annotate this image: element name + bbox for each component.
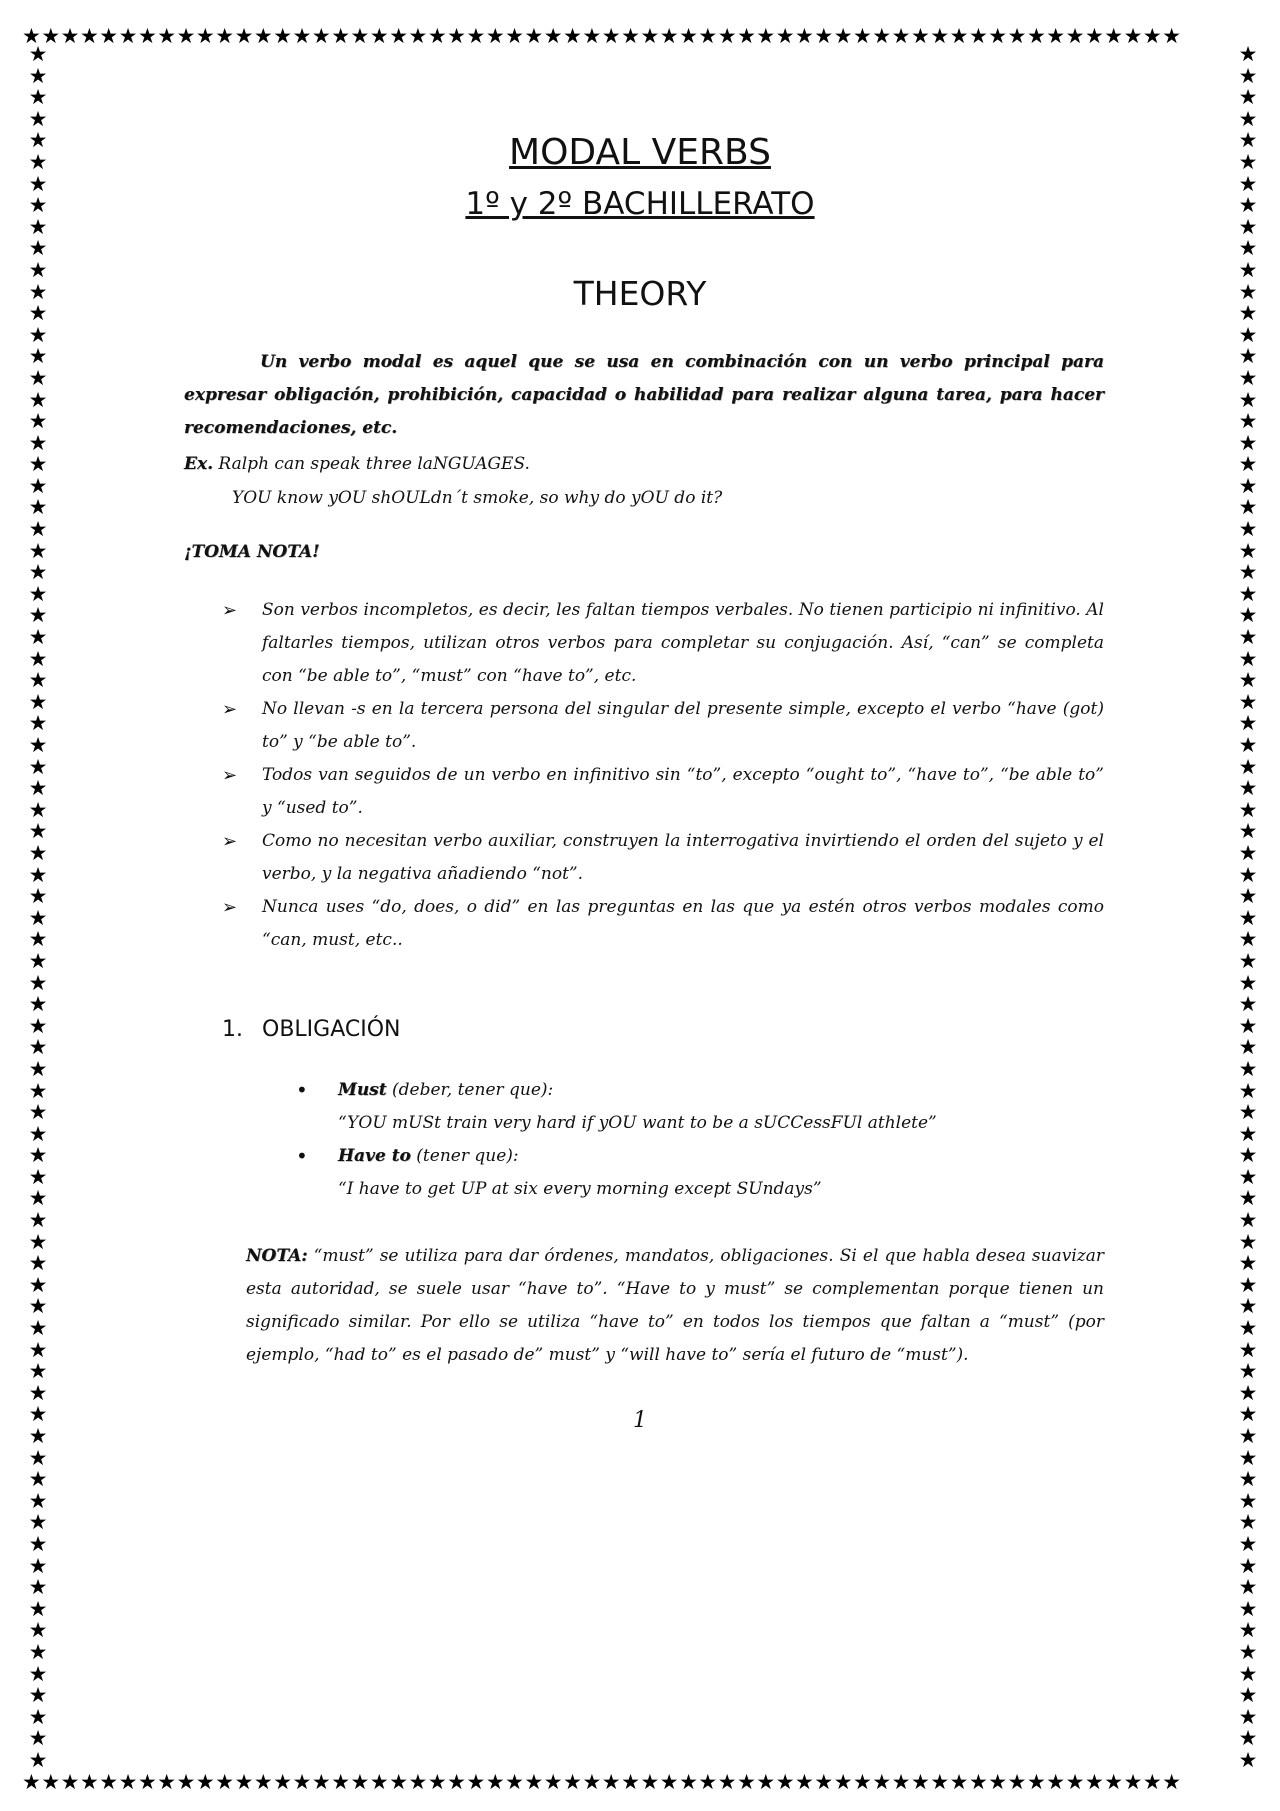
star-border-top: ★★★★★★★★★★★★★★★★★★★★★★★★★★★★★★★★★★★★★★★★★★★★★★★★★★★★★★★★★★★★ [22, 26, 1182, 48]
list-item: ➢ Nunca uses “do, does, o did” en las preguntas en las que ya estén otros verbos modales como “can, must, etc.. [222, 891, 1104, 957]
obligation-list [296, 1074, 937, 1206]
page-number: 1 [633, 1408, 647, 1433]
star-border-bottom: ★★★★★★★★★★★★★★★★★★★★★★★★★★★★★★★★★★★★★★★★★★★★★★★★★★★★★★★★★★★★ [22, 1772, 1182, 1794]
list-item [296, 1140, 937, 1206]
verb-example: “I have to get UP at six every morning except SUndays” [338, 1179, 822, 1199]
verb-gloss: (tener que): [416, 1146, 519, 1166]
verb-term: Have to [338, 1146, 411, 1166]
verb-example: “YOU mUSt train very hard if yOU want to be a sUCCessFUl athlete” [338, 1113, 937, 1133]
list-item: ➢ Son verbos incompletos, es decir, les faltan tiempos verbales. No tienen participio ni infinitivo. Al faltarles tiempos, utilizan otros verbos para completar su conjugación. Así, “can” se completa con “be able to”, “must” con “have to”, etc. [222, 594, 1104, 693]
rules-list [222, 594, 1104, 957]
list-item: ➢ Como no necesitan verbo auxiliar, construyen la interrogativa invirtiendo el orden del sujeto y el verbo, y la negativa añadiendo “not”. [222, 825, 1104, 891]
note-heading: ¡TOMA NOTA! [184, 542, 320, 562]
arrow-bullet-icon: ➢ [222, 765, 238, 786]
examples-label: Ex. [184, 454, 214, 474]
section-number: 1. [222, 1017, 243, 1042]
star-border-right: ★ ★ ★ ★ ★ ★ ★ ★ ★ ★ ★ ★ ★ ★ ★ ★ ★ ★ ★ ★ ★ ★ ★ ★ ★ ★ ★ ★ ★ ★ ★ ★ ★ ★ ★ ★ ★ ★ ★ ★ ★ ★ ★ ★ ★ ★ ★ ★ ★ ★ ★ ★ ★ ★ ★ ★ ★ ★ ★ ★ ★ ★ ★ ★ ★ ★ ★ ★ ★ ★ ★ ★ ★ ★ ★ ★ ★ ★ ★ ★ [1238, 44, 1258, 1772]
section-title: OBLIGACIÓN [262, 1017, 401, 1042]
list-item [296, 1074, 937, 1140]
intro-paragraph [184, 346, 1104, 445]
verb-term: Must [338, 1080, 387, 1100]
section-1-heading [222, 1017, 401, 1042]
list-item: ➢ No llevan -s en la tercera persona del singular del presente simple, excepto el verbo “have (got) to” y “be able to”. [222, 693, 1104, 759]
nota-paragraph [246, 1240, 1104, 1372]
arrow-bullet-icon: ➢ [222, 897, 238, 918]
examples-block [184, 447, 722, 515]
bullet-dot-icon: • [296, 1078, 308, 1102]
intro-text: Un verbo modal es aquel que se usa en combinación con un verbo principal para expresar obligación, prohibición, capacidad o habilidad para realizar alguna tarea, para hacer recomendaciones, etc. [184, 352, 1104, 438]
section-heading-theory: THEORY [573, 274, 707, 313]
bullet-dot-icon: • [296, 1144, 308, 1168]
star-border-left: ★ ★ ★ ★ ★ ★ ★ ★ ★ ★ ★ ★ ★ ★ ★ ★ ★ ★ ★ ★ ★ ★ ★ ★ ★ ★ ★ ★ ★ ★ ★ ★ ★ ★ ★ ★ ★ ★ ★ ★ ★ ★ ★ ★ ★ ★ ★ ★ ★ ★ ★ ★ ★ ★ ★ ★ ★ ★ ★ ★ ★ ★ ★ ★ ★ ★ ★ ★ ★ ★ ★ ★ ★ ★ ★ ★ ★ ★ ★ ★ [28, 44, 48, 1772]
page-title: MODAL VERBS [509, 132, 771, 173]
nota-text: “must” se utiliza para dar órdenes, mandatos, obligaciones. Si el que habla desea suavizar esta autoridad, se suele usar “have to”. “Have to y must” se complementan porque tienen un significado similar. Por ello se utiliza “have to” en todos los tiempos que faltan a “must” (por ejemplo, “had to” es el pasado de” must” y “will have to” sería el futuro de “must”). [246, 1246, 1104, 1365]
arrow-bullet-icon: ➢ [222, 699, 238, 720]
arrow-bullet-icon: ➢ [222, 600, 238, 621]
verb-gloss: (deber, tener que): [392, 1080, 554, 1100]
page-subtitle: 1º y 2º BACHILLERATO [465, 186, 815, 222]
nota-label: NOTA: [246, 1246, 308, 1266]
arrow-bullet-icon: ➢ [222, 831, 238, 852]
example-line-1: Ralph can speak three laNGUAGES. [218, 454, 530, 474]
list-item: ➢ Todos van seguidos de un verbo en infinitivo sin “to”, excepto “ought to”, “have to”, “be able to” y “used to”. [222, 759, 1104, 825]
example-line-2: YOU know yOU shOULdn´t smoke, so why do yOU do it? [232, 488, 723, 508]
